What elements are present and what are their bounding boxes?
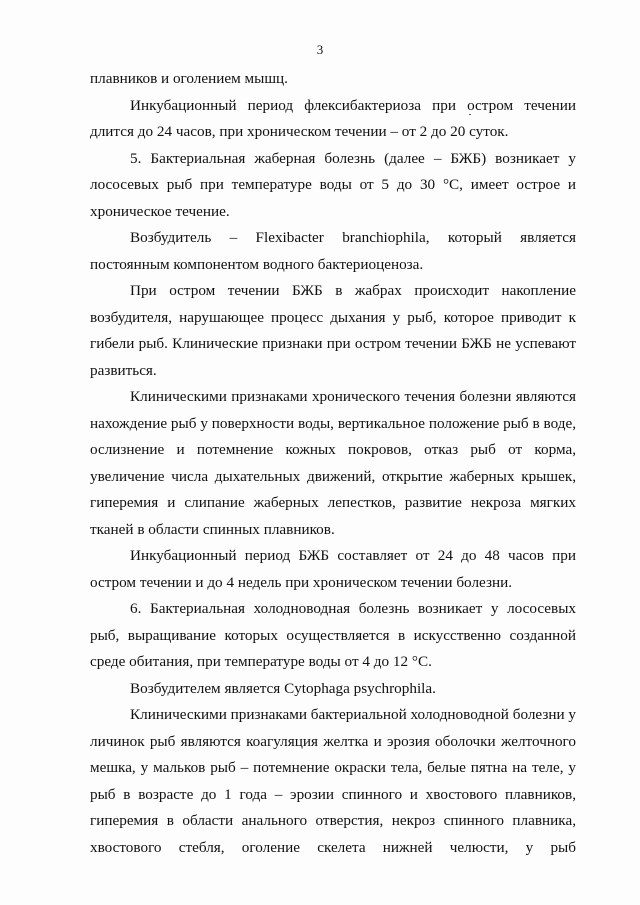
paragraph-incubation-flexibacteriosis: Инкубационный период флексибактериоза при остром течении длится до 24 часов, при хроническом течении – от 2 до 20 суток. — [90, 96, 576, 140]
paragraph-continuation: плавников и оголением мышц. — [90, 70, 288, 87]
paragraph-incubation-bgd: Инкубационный период БЖБ составляет от 24 до 48 часов при остром течении и до 4 недель при хроническом течении болезни. — [90, 547, 576, 591]
paragraph-coldwater-disease: 6. Бактериальная холодноводная болезнь возникает у лососевых рыб, выращивание которых осуществляется в искусственно созданной среде обитания, при температуре воды от 4 до 12 °С. — [90, 600, 576, 670]
paragraph-bacterial-gill-disease: 5. Бактериальная жаберная болезнь (далее – БЖБ) возникает у лососевых рыб при температуре воды от 5 до 30 °С, имеет острое и хроническое течение. — [90, 149, 576, 220]
page-number: 3 — [316, 42, 324, 57]
paragraph-acute-course: При остром течении БЖБ в жабрах происходит накопление возбудителя, нарушающее процесс дыхания у рыб, которое приводит к гибели рыб. Клинические признаки при остром течении БЖБ не успевают развиться. — [90, 282, 576, 379]
paragraph-chronic-signs: Клиническими признаками хронического течения болезни являются нахождение рыб у поверхности воды, вертикальное положение рыб в воде, ослизнение и потемнение кожных покровов, отказ рыб от корма, увеличение числа дыхательных движений, открытие жаберных крышек, гиперемия и слипание жаберных лепестков, развитие некроза мягких тканей в области спинных плавников. — [90, 388, 576, 538]
paragraph-pathogen-flexibacter: Возбудитель – Flexibacter branchiophila, который является постоянным компонентом водного бактериоценоза. — [90, 229, 576, 273]
paragraph-pathogen-cytophaga: Возбудителем является Cytophaga psychrophila. — [130, 679, 436, 697]
paragraph-coldwater-signs: Клиническими признаками бактериальной холодноводной болезни у личинок рыб являются коагуляция желтка и эрозия оболочки желточного мешка, у мальков рыб – потемнение окраски тела, белые пятна на теле, у рыб в возрасте до 1 года – эрозии спинного и хвостового плавников, гиперемия в области анального отверстия, некроз спинного плавника, хвостового стебля, оголение скелета нижней челюсти, у рыб — [90, 706, 577, 856]
document-body — [90, 66, 576, 861]
